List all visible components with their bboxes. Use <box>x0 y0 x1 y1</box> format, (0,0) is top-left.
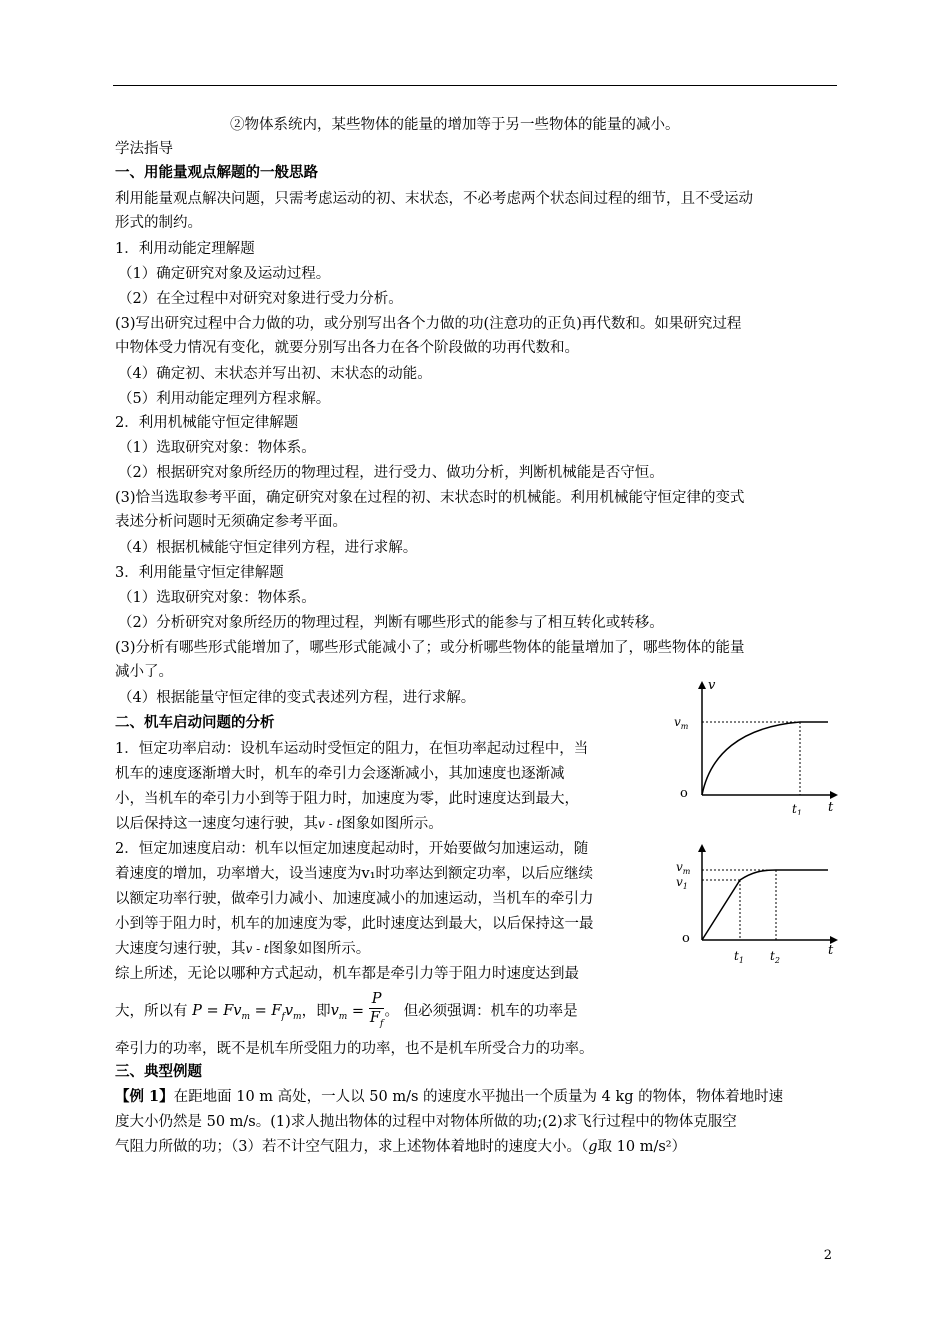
constant-power-line2: 机车的速度逐渐增大时，机车的牵引力会逐渐减小，其加速度也逐渐减 <box>115 766 565 782</box>
fig1-curve <box>702 722 828 795</box>
example1-line2: 度大小仍然是 50 m/s。(1)求人抛出物体的过程中对物体所做的功;(2)求飞行过程中的物体克服空 <box>115 1114 737 1130</box>
sub-m-3: m <box>338 1012 348 1023</box>
vt-label-2: v - t <box>245 942 269 956</box>
formula-part-b: = F <box>250 1003 282 1020</box>
fig1-x-arrow <box>830 791 838 799</box>
fig1-y-label: v <box>708 678 716 693</box>
method1-step1: （1）确定研究对象及运动过程。 <box>118 266 331 282</box>
section1-intro-2: 形式的制约。 <box>115 215 202 231</box>
method3-step3a: (3)分析有哪些形式能增加了，哪些形式能减小了；或分析哪些物体的能量增加了，哪些物体的能量 <box>115 640 745 656</box>
sub-f-1: f <box>281 1012 285 1023</box>
method2-step3a: (3)恰当选取参考平面，确定研究对象在过程的初、末状态时的机械能。利用机械能守恒定律的变式 <box>115 490 745 506</box>
method1-step3b: 中物体受力情况有变化，就要分别写出各力在各个阶段做的功再代数和。 <box>115 340 579 356</box>
fig2-vm-sub: m <box>682 867 691 876</box>
summary-line2: 大，所以有 $P = Fv_m = F_fv_m$，即$v_m$ = $\frac{P}{F_f}$ 。 但必须强调：机车的功率是 <box>115 990 578 1035</box>
method3-step3b: 减小了。 <box>115 664 173 680</box>
fig2-vm-v: v <box>676 860 683 874</box>
fig2-vm-label <box>676 860 691 876</box>
fig2-t2-sub: 2 <box>774 956 780 965</box>
method1-step3a: (3)写出研究过程中合力做的功，或分别写出各个力做的功(注意功的正负)再代数和。如果研究过程 <box>115 316 742 332</box>
fig2-x-label: t <box>828 943 834 958</box>
fig1-vm-v: v <box>674 715 681 729</box>
constant-accel-line4: 小到等于阻力时，机车的加速度为零，此时速度达到最大，以后保持这一最 <box>115 916 594 932</box>
sub-m-2: m <box>293 1012 302 1023</box>
fig1-t1-t: t <box>792 802 797 815</box>
method3-step1: （1）选取研究对象：物体系。 <box>118 590 316 606</box>
method1-step5: （5）利用动能定理列方程求解。 <box>118 391 331 407</box>
formula-part-a: P = Fv <box>192 1003 242 1020</box>
constant-accel-line5a: 大速度匀速行驶，其 <box>115 941 246 957</box>
example1-line1 <box>115 1087 783 1107</box>
method2-title: 2．利用机械能守恒定律解题 <box>115 415 299 431</box>
section1-intro-1: 利用能量观点解决问题，只需考虑运动的初、末状态，不必考虑两个状态间过程的细节，且不受运动 <box>115 191 753 207</box>
method1-step2: （2）在全过程中对研究对象进行受力分析。 <box>118 291 403 307</box>
fig1-vm-label <box>674 715 689 731</box>
fig1-origin: o <box>680 786 688 801</box>
formula-power <box>192 1003 302 1023</box>
constant-accel-line1: 2．恒定加速度启动：机车以恒定加速度起动时，开始要做匀加速运动，随 <box>115 841 589 857</box>
formula-vm <box>330 1003 348 1023</box>
example1-line3b: 取 10 m/s²） <box>597 1139 687 1155</box>
header-rule <box>113 85 837 86</box>
constant-power-line3: 小，当机车的牵引力小到等于阻力时，加速度为零，此时速度达到最大， <box>115 791 579 807</box>
constant-power-line4 <box>115 814 443 834</box>
fig1-y-arrow <box>698 681 706 689</box>
fig1-vm-sub: m <box>680 722 689 731</box>
vt-label-1: v - t <box>318 817 342 831</box>
fraction-numerator: P <box>369 990 385 1009</box>
fig2-v1-v: v <box>676 875 683 889</box>
fig2-t2-t: t <box>770 949 775 963</box>
fraction-denominator <box>369 1009 385 1033</box>
example1-tag: 【例 1】 <box>115 1088 174 1105</box>
fig2-curve <box>702 870 828 940</box>
constant-accel-line2: 着速度的增加，功率增大，设当速度为v₁时功率达到额定功率，以后应继续 <box>115 866 594 882</box>
figure-constant-accel-vt <box>670 840 840 970</box>
fig2-v1-label <box>676 875 688 891</box>
method1-step4: （4）确定初、末状态并写出初、末状态的动能。 <box>118 366 432 382</box>
formula-vm-v: v <box>330 1003 339 1020</box>
sub-m-1: m <box>241 1012 251 1023</box>
header-line: ②物体系统内，某些物体的能量的增加等于另一些物体的能量的减小。 <box>230 117 680 133</box>
method3-step4: （4）根据能量守恒定律的变式表述列方程，进行求解。 <box>118 690 476 706</box>
constant-power-line1: 1．恒定功率启动：设机车运动时受恒定的阻力，在恒功率起动过程中，当 <box>115 741 589 757</box>
method2-step4: （4）根据机械能守恒定律列方程，进行求解。 <box>118 540 418 556</box>
method2-step3b: 表述分析问题时无须确定参考平面。 <box>115 514 347 530</box>
study-guide-heading: 学法指导 <box>115 141 173 157</box>
summary-line2b: 。 但必须强调：机车的功率是 <box>384 1003 578 1020</box>
constant-accel-line5b: 图象如图所示。 <box>268 941 371 957</box>
method3-title: 3．利用能量守恒定律解题 <box>115 565 284 581</box>
section2-title: 二、机车启动问题的分析 <box>115 714 275 731</box>
fraction <box>369 990 385 1033</box>
fig2-t2-label <box>770 949 780 965</box>
summary-line2a: 大，所以有 <box>115 1003 188 1020</box>
method1-title: 1．利用动能定理解题 <box>115 241 255 257</box>
fig2-t1-label <box>734 949 744 965</box>
method3-step2: （2）分析研究对象所经历的物理过程，判断有哪些形式的能参与了相互转化或转移。 <box>118 615 664 631</box>
fig1-x-label: t <box>828 800 834 815</box>
example1-line3a: 气阻力所做的功；（3）若不计空气阻力，求上述物体着地时的速度大小。（ <box>115 1139 589 1155</box>
fig2-y-arrow <box>698 844 706 852</box>
fig2-t1-t: t <box>734 949 739 963</box>
fraction-den-F: F <box>369 1010 380 1026</box>
formula-part-c: v <box>284 1003 294 1020</box>
page-number: 2 <box>823 1248 832 1263</box>
ji-word: ，即 <box>301 1003 331 1020</box>
example1-line3 <box>115 1137 686 1157</box>
section3-title: 三、典型例题 <box>115 1063 202 1080</box>
constant-power-line4b: 图象如图所示。 <box>341 816 443 832</box>
fig1-t1-sub: 1 <box>796 809 802 815</box>
example1-line1-text: 在距地面 10 m 高处，一人以 50 m/s 的速度水平抛出一个质量为 4 kg 的物体，物体着地时速 <box>173 1089 784 1105</box>
g-symbol: g <box>588 1139 598 1155</box>
summary-line3: 牵引力的功率，既不是机车所受阻力的功率，也不是机车所受合力的功率。 <box>115 1041 594 1057</box>
constant-power-line4a: 以后保持这一速度匀速行驶，其 <box>115 816 318 832</box>
constant-accel-line5 <box>115 939 370 959</box>
fig2-t1-sub: 1 <box>738 956 744 965</box>
section1-title: 一、用能量观点解题的一般思路 <box>115 164 318 181</box>
method2-step1: （1）选取研究对象：物体系。 <box>118 440 316 456</box>
fig1-t1-label <box>792 802 802 815</box>
fig2-origin: o <box>682 931 690 946</box>
method2-step2: （2）根据研究对象所经历的物理过程，进行受力、做功分析，判断机械能是否守恒。 <box>118 465 664 481</box>
fig2-v1-sub: 1 <box>682 882 688 891</box>
sub-f-2: f <box>379 1018 384 1029</box>
summary-line1: 综上所述，无论以哪种方式起动，机车都是牵引力等于阻力时速度达到最 <box>115 966 579 982</box>
figure-constant-power-vt <box>670 675 840 815</box>
constant-accel-line3: 以额定功率行驶，做牵引力减小、加速度减小的加速运动，当机车的牵引力 <box>115 891 594 907</box>
